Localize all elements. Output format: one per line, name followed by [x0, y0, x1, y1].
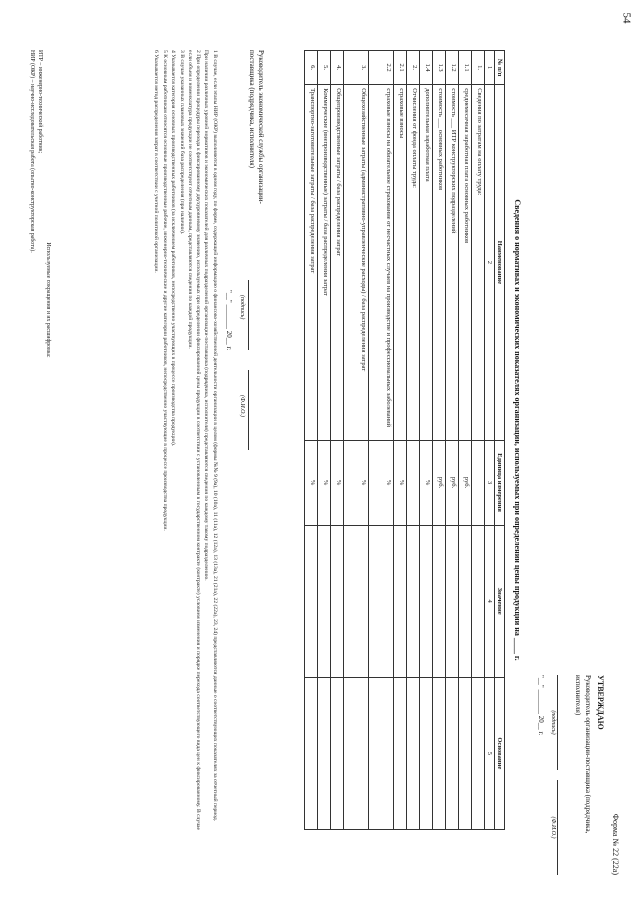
table-cell: 4.: [331, 51, 344, 85]
economist-signature-line: [248, 280, 257, 350]
table-cell: [472, 525, 485, 677]
table-header-row: [495, 51, 505, 830]
table-cell: [420, 525, 433, 677]
indicators-table: [304, 50, 505, 830]
table-cell: %: [318, 440, 331, 525]
table-cell: [407, 440, 420, 525]
footnote: 6 Указывается метод распределения затрат в соответствии с учетной политикой организации.: [153, 50, 160, 273]
table-cell: 1.1: [459, 51, 472, 85]
index-cell: 3: [485, 440, 495, 525]
economist-signature-caption: (подпись): [239, 295, 245, 320]
table-cell: [459, 525, 472, 677]
table-cell: [472, 677, 485, 829]
table-cell: [394, 525, 407, 677]
approve-date: "__" _______ 20__ г.: [536, 675, 545, 736]
table-cell: %: [420, 440, 433, 525]
table-row: [407, 51, 420, 830]
table-row: [446, 51, 459, 830]
header-cell: Основание: [495, 677, 505, 829]
table-cell: 2.: [407, 51, 420, 85]
signature-block: [225, 50, 265, 830]
approve-signature-line: [557, 675, 568, 770]
abbr-item: НИР (ОКР) – научно-исследовательская работа (опытно-конструкторская работа).: [28, 50, 35, 253]
table-cell: [446, 525, 459, 677]
table-cell: [305, 525, 318, 677]
table-cell: руб.: [433, 440, 446, 525]
table-cell: [420, 677, 433, 829]
index-cell: 1: [485, 51, 495, 85]
header-cell: Наименование: [495, 85, 505, 440]
table-cell: [407, 525, 420, 677]
table-cell: Коммерческие (внепроизводственные) затраты / база распределения затрат: [318, 85, 331, 440]
table-cell: 1.3: [433, 51, 446, 85]
table-cell: %: [305, 440, 318, 525]
table-cell: %: [331, 440, 344, 525]
economist-fio-caption: (Ф.И.О.): [239, 395, 245, 417]
table-cell: %: [369, 440, 394, 525]
table-cell: [394, 677, 407, 829]
table-row: [331, 51, 344, 830]
approve-fio-line: [557, 780, 568, 875]
approve-fio-caption: (Ф.И.О.): [550, 816, 557, 839]
table-row: [394, 51, 407, 830]
footnote: При наличии различных уровней нормативов и экономических показателей для различных подразделений организации-поставщика (подрядчика, исполнителя) представляются сведения по каждому такому подразделению.: [203, 50, 210, 581]
table-cell: [433, 525, 446, 677]
table-cell: [318, 677, 331, 829]
footnote: 1 В случае, если этапы НИР (ОКР) выполняются в одном году, по форме, содержащей информацию о финансово-хозяйственной деятельности организации в целом (формы №№ 9 (9а), 10 (10а), 11 (11а), 12 (12а), 13 (13а), 21 (21а), 22 (22а), 23, 24) представляются данные о соответствующих показателях за отчетный период.: [212, 50, 218, 822]
table-row: [459, 51, 472, 830]
table-cell: [344, 525, 369, 677]
header-cell: Значение: [495, 525, 505, 677]
table-cell: [446, 677, 459, 829]
table-cell: дополнительная заработная плата: [420, 85, 433, 440]
table-cell: %: [394, 440, 407, 525]
abbr-heading: Используемые сокращения и их расшифровка:: [45, 242, 51, 358]
table-cell: 1.2: [446, 51, 459, 85]
economist-date: "__" _______ 20__ г.: [225, 290, 233, 351]
table-row: [472, 51, 485, 830]
table-cell: [433, 677, 446, 829]
table-cell: Транспортно-заготовительные затраты / база распределения затрат: [305, 85, 318, 440]
table-cell: [369, 677, 394, 829]
form-number: Форма № 22 (22а): [611, 813, 620, 875]
approve-signature-caption: (подпись): [550, 710, 557, 735]
table-row: [369, 51, 394, 830]
table-cell: [318, 525, 331, 677]
table-cell: Отчисления от фонда оплаты труда:: [407, 85, 420, 440]
table-cell: [305, 677, 318, 829]
table-row: [344, 51, 369, 830]
header-cell: № п/п: [495, 51, 505, 85]
index-cell: 4: [485, 525, 495, 677]
table-cell: 1.4: [420, 51, 433, 85]
table-cell: страховые взносы: [394, 85, 407, 440]
header-cell: Единица измерения: [495, 440, 505, 525]
table-cell: 2.1: [394, 51, 407, 85]
table-cell: среднемесячная заработная плата основных работников: [459, 85, 472, 440]
table-row: [420, 51, 433, 830]
footnote: 2 При определении процедуры перехода к фиксированному двухуровневому значению, используемых при определении фиксированной цены продукции в соответствии с установленным в государственном контракте (контракте) условием изменения и порядке перехода соответствующего вида цен к фиксированному. В случае если объем и номенклатура продукции не соответствуют отчетным данным, представляются сведения по каждой продукции.: [187, 50, 201, 830]
table-cell: стоимость ___ основных работников: [433, 85, 446, 440]
approval-block: [535, 675, 606, 875]
table-row: [305, 51, 318, 830]
approve-heading: УТВЕРЖДАЮ: [596, 675, 605, 730]
approve-position: Руководитель организации-поставщика (подрядчика, исполнителя): [574, 675, 592, 834]
table-cell: %: [344, 440, 369, 525]
table-cell: [369, 525, 394, 677]
economist-fio-line: [248, 370, 257, 450]
table-cell: стоимость ___ ИТР конструкторских подразделений: [446, 85, 459, 440]
table-cell: руб.: [459, 440, 472, 525]
economist-label: Руководитель экономической службы организации-поставщика (подрядчика, исполнителя): [247, 50, 265, 204]
table-cell: [407, 677, 420, 829]
table-cell: [459, 677, 472, 829]
table-cell: Сведения по затратам на оплату труда:: [472, 85, 485, 440]
table-cell: [344, 677, 369, 829]
table-cell: [331, 525, 344, 677]
abbr-item: ИТР – инженерно-технический работник;: [36, 50, 43, 154]
index-row: [485, 51, 495, 830]
page-title: Сведения о нормативах и экономических показателях организации, используемых при определении цены продукции на ____ г.: [513, 199, 522, 661]
table-cell: 2.2: [369, 51, 394, 85]
table-cell: страховые взносы на обязательное страхование от несчастных случаев на производстве и профессиональных заболеваний: [369, 85, 394, 440]
table-cell: 3.: [344, 51, 369, 85]
abbreviations: [28, 50, 52, 550]
footnote: 3 В случае указанных плановых значений база распределения (при наличии).: [178, 50, 185, 235]
table-cell: Общепроизводственные затраты / база распределения затрат: [331, 85, 344, 440]
table-cell: [472, 440, 485, 525]
table-cell: 1.: [472, 51, 485, 85]
table-row: [433, 51, 446, 830]
table-row: [318, 51, 331, 830]
index-cell: 5: [485, 677, 495, 829]
footnote: 4 Указывается категория основных производственных работников (за исключением работников, непосредственно участвующих в процессе производства продукции).: [170, 50, 177, 447]
table-cell: 5.: [318, 51, 331, 85]
form-sheet: [10, 10, 630, 895]
index-cell: 2: [485, 85, 495, 440]
footnotes: [151, 50, 218, 830]
table-cell: Общехозяйственные затраты (административно-управленческие расходы) / база распределения затрат: [344, 85, 369, 440]
table-cell: 6.: [305, 51, 318, 85]
footnote: 5 К основным работникам относятся основные производственные рабочие, инженерно-технические и другие категории работников, непосредственно участвующие в процессе производства продукции.: [161, 50, 168, 531]
page-number: 54: [620, 12, 633, 24]
table-cell: [331, 677, 344, 829]
table-cell: руб.: [446, 440, 459, 525]
